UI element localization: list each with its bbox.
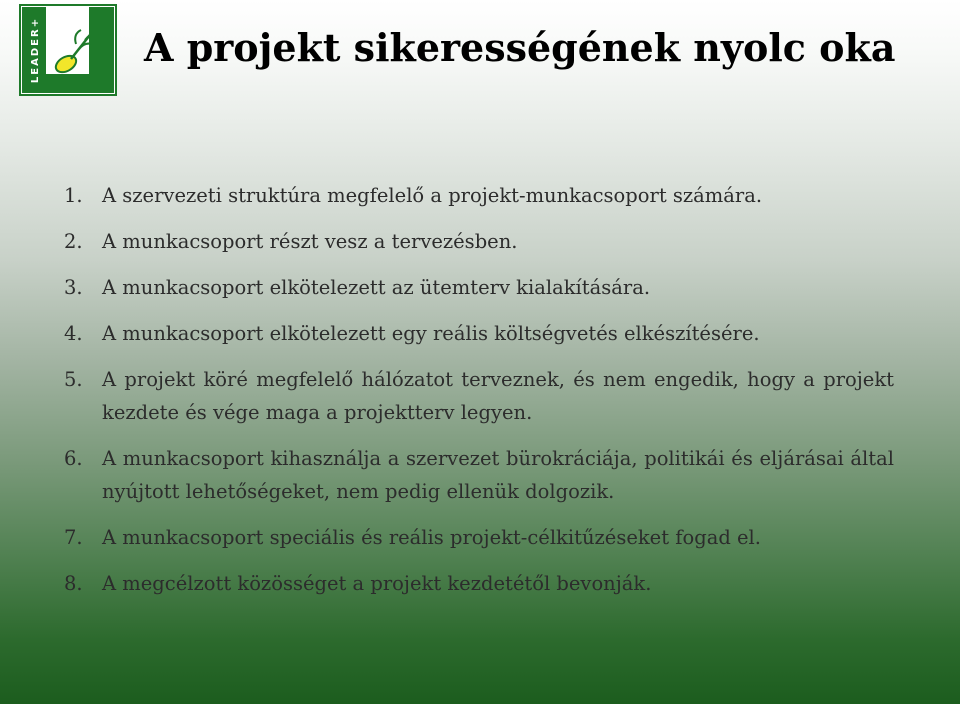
list-item	[64, 225, 894, 258]
success-reasons-list	[64, 179, 894, 613]
list-item-number: 8.	[64, 572, 83, 595]
list-item	[64, 363, 894, 429]
list-item-text: A szervezeti struktúra megfelelő a projekt-munkacsoport számára.	[102, 184, 763, 207]
list-item	[64, 179, 894, 212]
list-item-text: A munkacsoport kihasználja a szervezet bürokráciája, politikái és eljárásai által nyújtott lehetőségeket, nem pedig ellenük dolgozik.	[102, 447, 894, 503]
list-item-text: A megcélzott közösséget a projekt kezdetétől bevonják.	[102, 572, 652, 595]
leader-plus-logo	[19, 4, 117, 96]
list-item	[64, 442, 894, 508]
list-item	[64, 317, 894, 350]
list-item-text: A munkacsoport speciális és reális projekt-célkitűzéseket fogad el.	[102, 526, 761, 549]
list-item-number: 7.	[64, 526, 83, 549]
list-item	[64, 271, 894, 304]
list-item-number: 3.	[64, 276, 83, 299]
list-item	[64, 567, 894, 600]
list-item-text: A munkacsoport elkötelezett egy reális költségvetés elkészítésére.	[102, 322, 760, 345]
list-item-number: 1.	[64, 184, 83, 207]
list-item-number: 5.	[64, 368, 83, 391]
list-item	[64, 521, 894, 554]
list-item-number: 4.	[64, 322, 83, 345]
list-item-text: A munkacsoport részt vesz a tervezésben.	[102, 230, 518, 253]
logo-wordmark: LEADER+	[30, 16, 41, 84]
list-item-number: 6.	[64, 447, 83, 470]
list-item-text: A projekt köré megfelelő hálózatot terveznek, és nem engedik, hogy a projekt kezdete és vége maga a projektterv legyen.	[102, 368, 894, 424]
list-item-number: 2.	[64, 230, 83, 253]
slide-title: A projekt sikerességének nyolc oka	[144, 25, 896, 70]
list-item-text: A munkacsoport elkötelezett az ütemterv kialakítására.	[102, 276, 651, 299]
